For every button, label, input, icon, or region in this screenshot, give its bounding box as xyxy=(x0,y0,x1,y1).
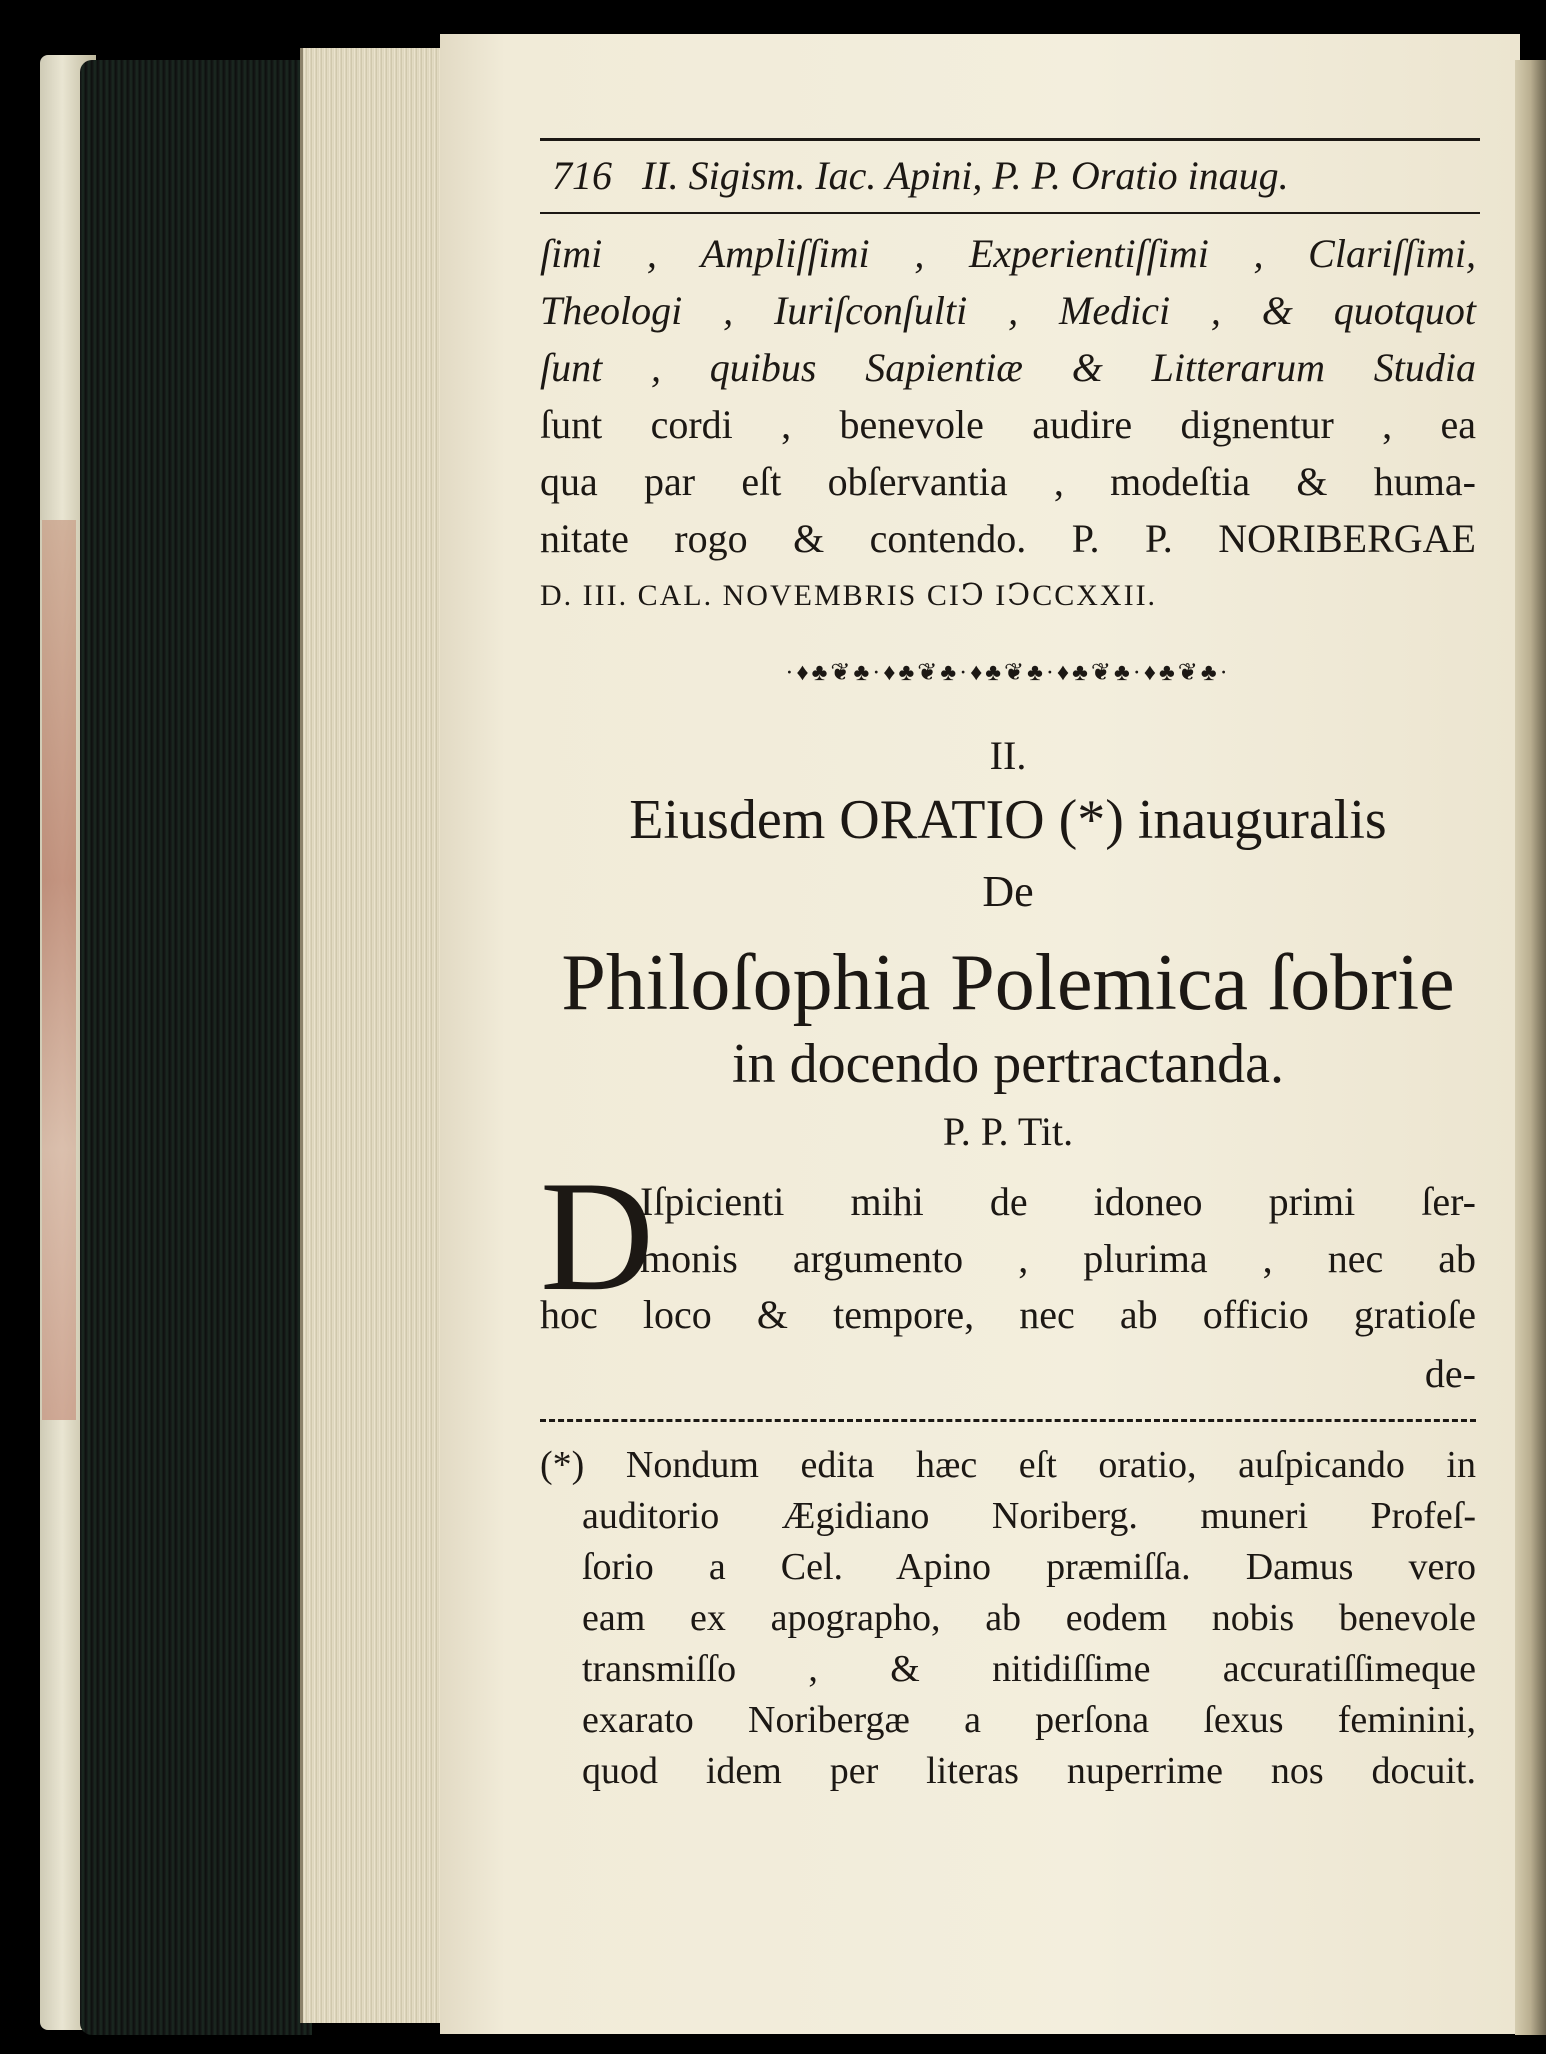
drop-cap: D xyxy=(540,1149,655,1324)
body-line: monis argumento , plurima , nec ab xyxy=(640,1236,1476,1281)
text-line: ſimi , Ampliſſimi , Experientiſſimi , Clariſſimi, xyxy=(540,231,1476,276)
cover-marbling xyxy=(42,520,76,1420)
text-line: ſunt , quibus Sapientiæ & Litterarum Studia xyxy=(540,345,1476,390)
text-line: Theologi , Iuriſconſulti , Medici , & quotquot xyxy=(540,288,1476,333)
ornament-divider: ·♦♣❦♣·♦♣❦♣·♦♣❦♣·♦♣❦♣·♦♣❦♣· xyxy=(785,660,1231,686)
body-line: Iſpicienti mihi de idoneo primi ſer- xyxy=(640,1179,1476,1224)
footnote-rule xyxy=(540,1419,1476,1422)
footnote-line: auditorio Ægidiano Noriberg. muneri Profeſ- xyxy=(582,1495,1476,1537)
footnote-line: (*) Nondum edita hæc eſt oratio, auſpicando in xyxy=(540,1444,1476,1486)
right-page-edges xyxy=(1515,60,1546,2035)
date-line: D. III. CAL. NOVEMBRIS CIↃ IↃCCXXII. xyxy=(540,579,1158,612)
running-header xyxy=(552,152,1482,199)
text-line: ſunt cordi , benevole audire dignentur , ea xyxy=(540,402,1476,447)
title-line-4: in docendo pertractanda. xyxy=(732,1033,1284,1095)
title-line-5: P. P. Tit. xyxy=(942,1109,1074,1154)
body-line: hoc loco & tempore, nec ab officio gratioſe xyxy=(540,1292,1476,1337)
title-line-2: De xyxy=(982,867,1034,916)
header-bottom-rule xyxy=(540,212,1480,214)
title-line-3: Philoſophia Polemica ſobrie xyxy=(561,939,1455,1027)
footnote-line: quod idem per literas nuperrime nos docuit. xyxy=(582,1750,1476,1792)
left-page-edges xyxy=(300,48,453,2023)
title-line-1: Eiusdem ORATIO (*) inauguralis xyxy=(629,789,1387,851)
footnote-line: ſorio a Cel. Apino præmiſſa. Damus vero xyxy=(582,1546,1476,1588)
text-line: qua par eſt obſervantia , modeſtia & huma- xyxy=(540,459,1476,504)
text-line: nitate rogo & contendo. P. P. NORIBERGAE xyxy=(540,516,1476,561)
footnote-line: eam ex apographo, ab eodem nobis benevole xyxy=(582,1597,1476,1639)
page-block-edge xyxy=(80,60,312,2035)
running-title: II. Sigism. Iac. Apini, P. P. Oratio inaug. xyxy=(642,153,1289,198)
catchword: de- xyxy=(1424,1351,1476,1396)
page-number: 716 xyxy=(552,153,612,198)
section-number: II. xyxy=(989,733,1027,778)
header-top-rule xyxy=(540,138,1480,141)
footnote-line: exarato Noribergæ a perſona ſexus feminini, xyxy=(582,1699,1476,1741)
footnote-line: transmiſſo , & nitidiſſime accuratiſſimeque xyxy=(582,1648,1476,1690)
